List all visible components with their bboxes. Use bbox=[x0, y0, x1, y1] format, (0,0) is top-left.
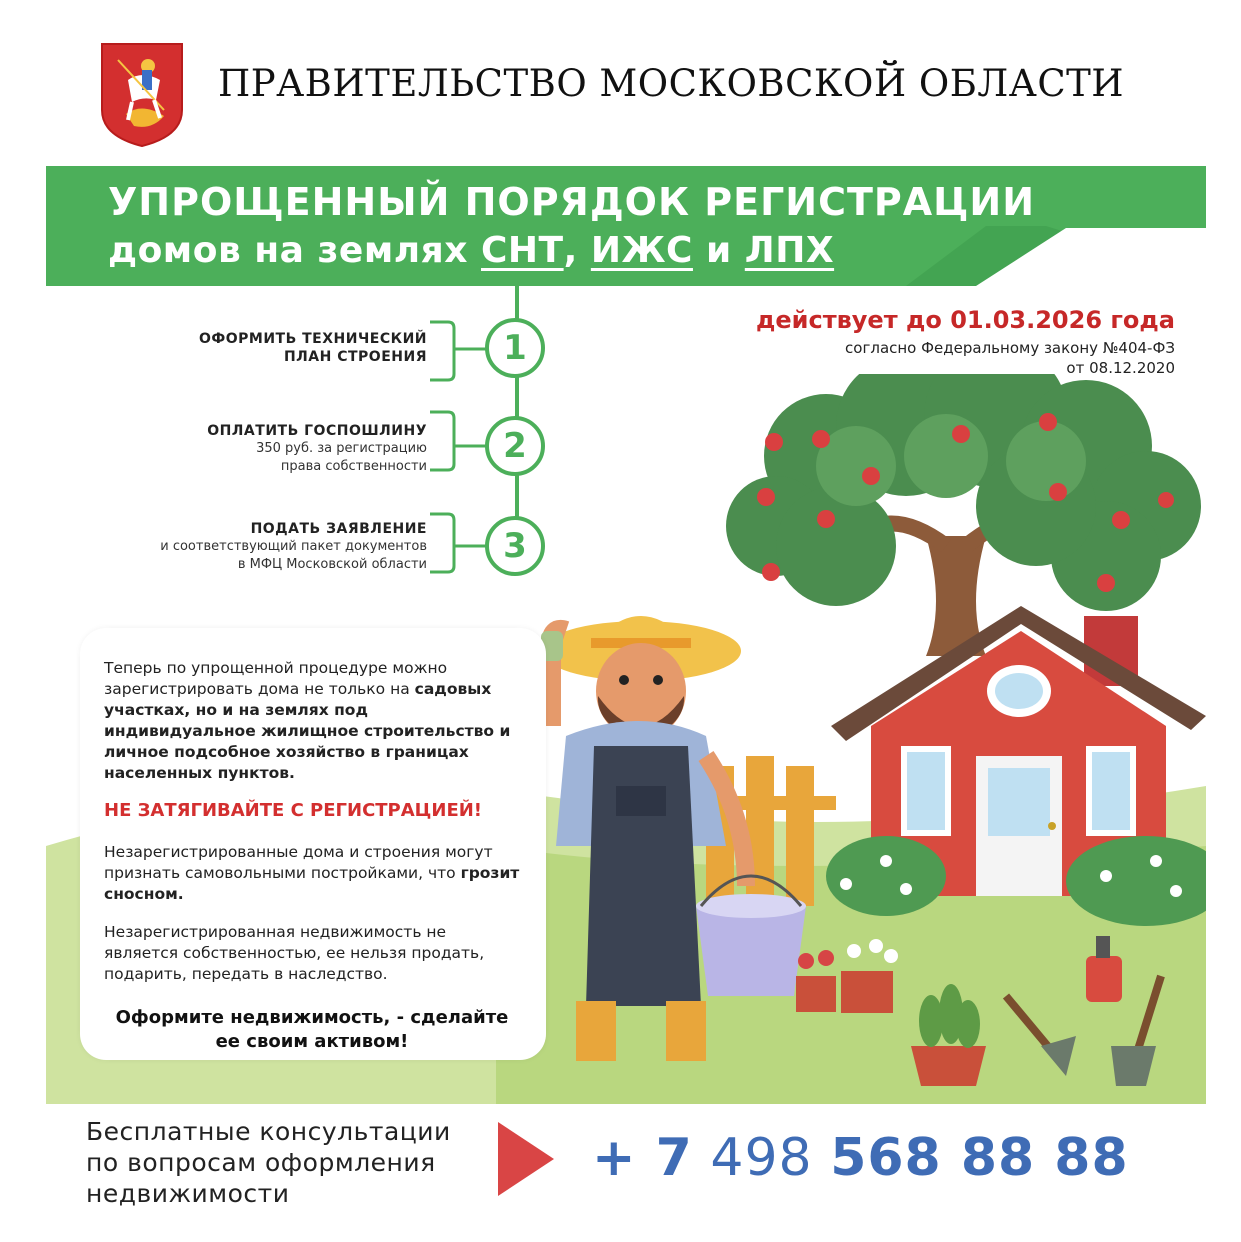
phone-number[interactable] bbox=[592, 1128, 1129, 1188]
step-2-title: ОПЛАТИТЬ ГОСПОШЛИНУ bbox=[207, 423, 427, 439]
step-1-number: 1 bbox=[485, 318, 545, 378]
info-paragraph-3: Незарегистрированная недвижимость не является собственностью, ее нельзя продать, подарить, передать в наследство. bbox=[104, 923, 485, 983]
step-3-sub-line1: и соответствующий пакет документов bbox=[160, 539, 427, 554]
step-1-title-line1: ОФОРМИТЬ ТЕХНИЧЕСКИЙ bbox=[198, 331, 427, 347]
banner-and: и bbox=[706, 230, 732, 271]
warning-heading: НЕ ЗАТЯГИВАЙТЕ С РЕГИСТРАЦИЕЙ! bbox=[104, 800, 483, 821]
call-to-action-line1: Оформите недвижимость, - сделайте bbox=[115, 1007, 509, 1028]
consultation-text bbox=[86, 1116, 451, 1209]
info-paragraph-1-bold: садовых участках, но и на землях под индивидуальное жилищное строительство и личное подсобное хозяйство в границах населенных пунктов. bbox=[104, 680, 511, 782]
step-3-title: ПОДАТЬ ЗАЯВЛЕНИЕ bbox=[250, 521, 427, 537]
banner-subtitle-prefix: домов на землях bbox=[108, 230, 468, 271]
banner-comma: , bbox=[563, 230, 578, 271]
step-1-title-line2: ПЛАН СТРОЕНИЯ bbox=[283, 349, 427, 365]
call-to-action bbox=[96, 1006, 528, 1054]
link-snt: СНТ bbox=[481, 230, 564, 271]
step-2-sub-line2: права собственности bbox=[280, 459, 427, 474]
consultation-line1: Бесплатные консультации bbox=[86, 1117, 451, 1146]
step-2-sub-line1: 350 руб. за регистрацию bbox=[256, 441, 427, 456]
phone-code: 498 bbox=[710, 1128, 813, 1188]
step-1 bbox=[199, 330, 427, 366]
link-izhs: ИЖС bbox=[590, 230, 693, 271]
info-paragraph-1-start: Теперь по упрощенной процедуре можно зарегистрировать дома не только на bbox=[104, 659, 448, 698]
call-to-action-line2: ее своим активом! bbox=[215, 1031, 409, 1052]
government-title: ПРАВИТЕЛЬСТВО МОСКОВСКОЙ ОБЛАСТИ bbox=[218, 62, 1125, 105]
banner-title: УПРОЩЕННЫЙ ПОРЯДОК РЕГИСТРАЦИИ bbox=[108, 180, 1036, 224]
validity-law-date: от 08.12.2020 bbox=[1066, 359, 1175, 377]
step-2 bbox=[207, 422, 427, 476]
consultation-line2: по вопросам оформления bbox=[86, 1148, 436, 1177]
info-paragraph-1 bbox=[104, 658, 524, 784]
step-3 bbox=[160, 520, 427, 574]
validity-deadline: действует до 01.03.2026 года bbox=[755, 306, 1175, 334]
link-lph: ЛПХ bbox=[744, 230, 835, 271]
step-3-sub-line2: в МФЦ Московской области bbox=[237, 557, 427, 572]
phone-main: 568 88 88 bbox=[830, 1128, 1129, 1188]
consultation-line3: недвижимости bbox=[86, 1179, 290, 1208]
info-paragraph-2 bbox=[104, 842, 524, 905]
info-paragraph-2-start: Незарегистрированные дома и строения могут признать самовольными постройками, что bbox=[104, 843, 493, 882]
coat-of-arms-icon bbox=[98, 40, 186, 148]
phone-prefix: + 7 bbox=[592, 1128, 693, 1188]
play-arrow-icon bbox=[498, 1122, 554, 1196]
info-paragraph-2-bold: грозит сносном. bbox=[104, 864, 520, 903]
step-2-number: 2 bbox=[485, 416, 545, 476]
validity-law: согласно Федеральному закону №404-ФЗ bbox=[845, 339, 1175, 357]
banner-subtitle bbox=[108, 230, 834, 271]
step-3-number: 3 bbox=[485, 516, 545, 576]
